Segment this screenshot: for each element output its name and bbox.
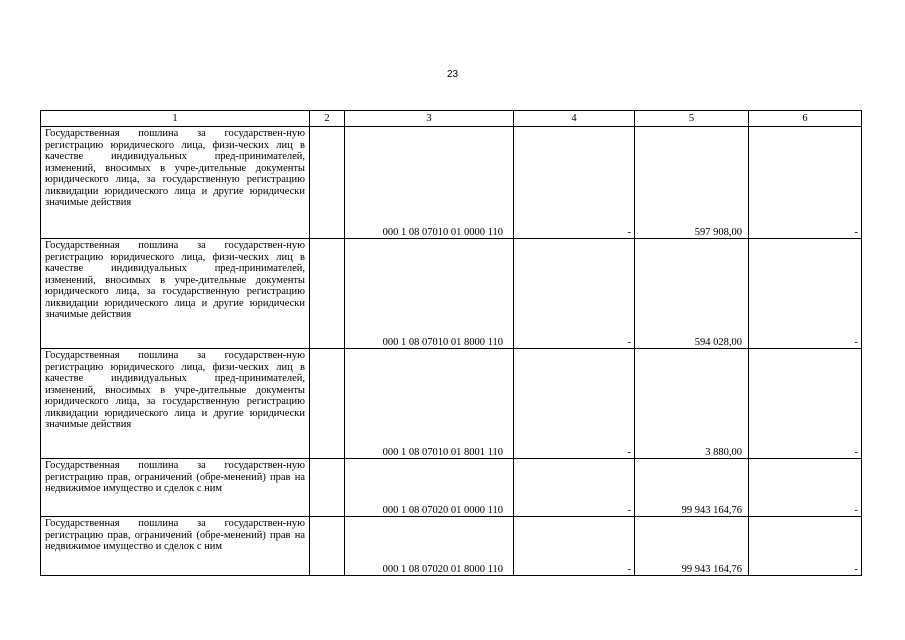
row-col6: - — [749, 517, 862, 576]
row-col2 — [310, 459, 345, 517]
row-code: 000 1 08 07010 01 0000 110 — [345, 127, 514, 239]
row-name: Государственная пошлина за государствен-ную регистрацию юридического лица, физи-ческих лиц в качестве индивидуальных пред-принимателей, изменений, вносимых в учре-дительные документы юридического лица, за государственную регистрацию ликвидации юридического лица и другие юридически значимые действия — [41, 349, 310, 459]
row-col6: - — [749, 349, 862, 459]
row-amount: 594 028,00 — [635, 239, 749, 349]
row-col2 — [310, 239, 345, 349]
table-row — [41, 517, 862, 576]
row-amount: 597 908,00 — [635, 127, 749, 239]
column-header-4: 4 — [514, 111, 635, 127]
row-amount: 99 943 164,76 — [635, 517, 749, 576]
row-code: 000 1 08 07020 01 0000 110 — [345, 459, 514, 517]
row-col6: - — [749, 459, 862, 517]
row-code: 000 1 08 07010 01 8001 110 — [345, 349, 514, 459]
row-name: Государственная пошлина за государствен-ную регистрацию юридического лица, физи-ческих лиц в качестве индивидуальных пред-принимателей, изменений, вносимых в учре-дительные документы юридического лица, за государственную регистрацию ликвидации юридического лица и другие юридически значимые действия — [41, 127, 310, 239]
row-col6: - — [749, 127, 862, 239]
row-col6: - — [749, 239, 862, 349]
row-name: Государственная пошлина за государствен-ную регистрацию прав, ограничений (обре-менений) прав на недвижимое имущество и сделок с ним — [41, 459, 310, 517]
row-amount: 3 880,00 — [635, 349, 749, 459]
page-number: 23 — [446, 69, 459, 80]
row-code: 000 1 08 07010 01 8000 110 — [345, 239, 514, 349]
column-header-3: 3 — [345, 111, 514, 127]
table-row — [41, 349, 862, 459]
row-col4: - — [514, 459, 635, 517]
row-col4: - — [514, 517, 635, 576]
row-col4: - — [514, 349, 635, 459]
row-amount: 99 943 164,76 — [635, 459, 749, 517]
revenue-table — [40, 110, 862, 576]
column-header-5: 5 — [635, 111, 749, 127]
row-col2 — [310, 349, 345, 459]
table-row — [41, 459, 862, 517]
row-col4: - — [514, 239, 635, 349]
column-header-6: 6 — [749, 111, 862, 127]
row-col2 — [310, 127, 345, 239]
row-col2 — [310, 517, 345, 576]
row-code: 000 1 08 07020 01 8000 110 — [345, 517, 514, 576]
column-header-1: 1 — [41, 111, 310, 127]
table-header-row — [41, 111, 862, 127]
column-header-2: 2 — [310, 111, 345, 127]
row-col4: - — [514, 127, 635, 239]
row-name: Государственная пошлина за государствен-ную регистрацию юридического лица, физи-ческих лиц в качестве индивидуальных пред-принимателей, изменений, вносимых в учре-дительные документы юридического лица, за государственную регистрацию ликвидации юридического лица и другие юридически значимые действия — [41, 239, 310, 349]
table-row — [41, 127, 862, 239]
row-name: Государственная пошлина за государствен-ную регистрацию прав, ограничений (обре-менений) прав на недвижимое имущество и сделок с ним — [41, 517, 310, 576]
table-row — [41, 239, 862, 349]
